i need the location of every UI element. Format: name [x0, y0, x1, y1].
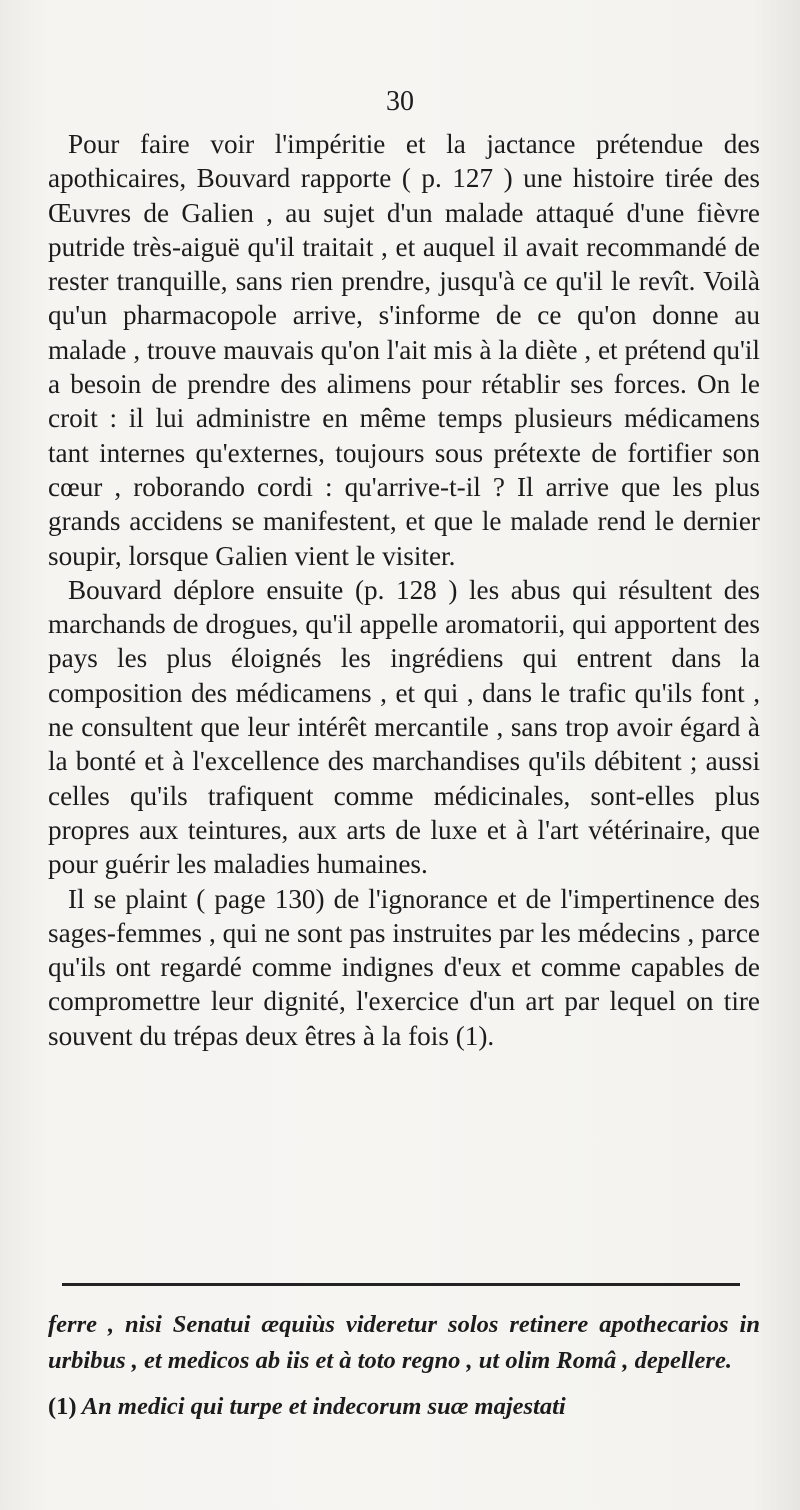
footnote-continuation: ferre , nisi Senatui æquiùs videretur solos retinere apothecarios in urbibus , et medicos ab iis et à toto regno , ut olim Româ , depellere. — [48, 1311, 760, 1374]
footnote-1 — [48, 1389, 760, 1425]
footnote-separator-rule — [62, 1283, 740, 1286]
footnote-1-text: An medici qui turpe et indecorum suæ majestati — [81, 1393, 566, 1420]
paragraph-1: Pour faire voir l'impéritie et la jactance prétendue des apothicaires, Bouvard rapporte ( p. 127 ) une histoire tirée des Œuvres de Galien , au sujet d'un malade attaqué d'une fièvre putride très-aiguë qu'il traitait , et auquel il avait recommandé de rester tranquille, sans rien prendre, jusqu'à ce qu'il le revît. Voilà qu'un pharmacopole arrive, s'informe de ce qu'on donne au malade , trouve mauvais qu'on l'ait mis à la diète , et prétend qu'il a besoin de prendre des alimens pour rétablir ses forces. On le croit : il lui administre en même temps plusieurs médicamens tant internes qu'externes, toujours sous prétexte de fortifier son cœur , roborando cordi : qu'arrive-t-il ? Il arrive que les plus grands accidens se manifestent, et que le malade rend le dernier soupir, lorsque Galien vient le visiter. — [48, 129, 760, 571]
footnote-1-marker: (1) — [48, 1393, 77, 1420]
paragraph-2: Bouvard déplore ensuite (p. 128 ) les abus qui résultent des marchands de drogues, qu'il appelle aromatorii, qui apportent des pays les plus éloignés les ingrédiens qui entrent dans la composition des médicamens , et qui , dans le trafic qu'ils font , ne consultent que leur intérêt mercantile , sans trop avoir égard à la bonté et à l'excellence des marchandises qu'ils débitent ; aussi celles qu'ils trafiquent comme médicinales, sont-elles plus propres aux teintures, aux arts de luxe et à l'art vétérinaire, que pour guérir les maladies humaines. — [48, 574, 760, 880]
footnotes — [48, 1307, 760, 1425]
paragraph-3: Il se plaint ( page 130) de l'ignorance et de l'impertinence des sages-femmes , qui ne sont pas instruites par les médecins , parce qu'ils ont regardé comme indignes d'eux et comme capables de compromettre leur dignité, l'exercice d'un art par lequel on tire souvent du trépas deux êtres à la fois (1). — [48, 883, 760, 1051]
main-text — [48, 127, 760, 1053]
page-number: 30 — [386, 86, 414, 117]
